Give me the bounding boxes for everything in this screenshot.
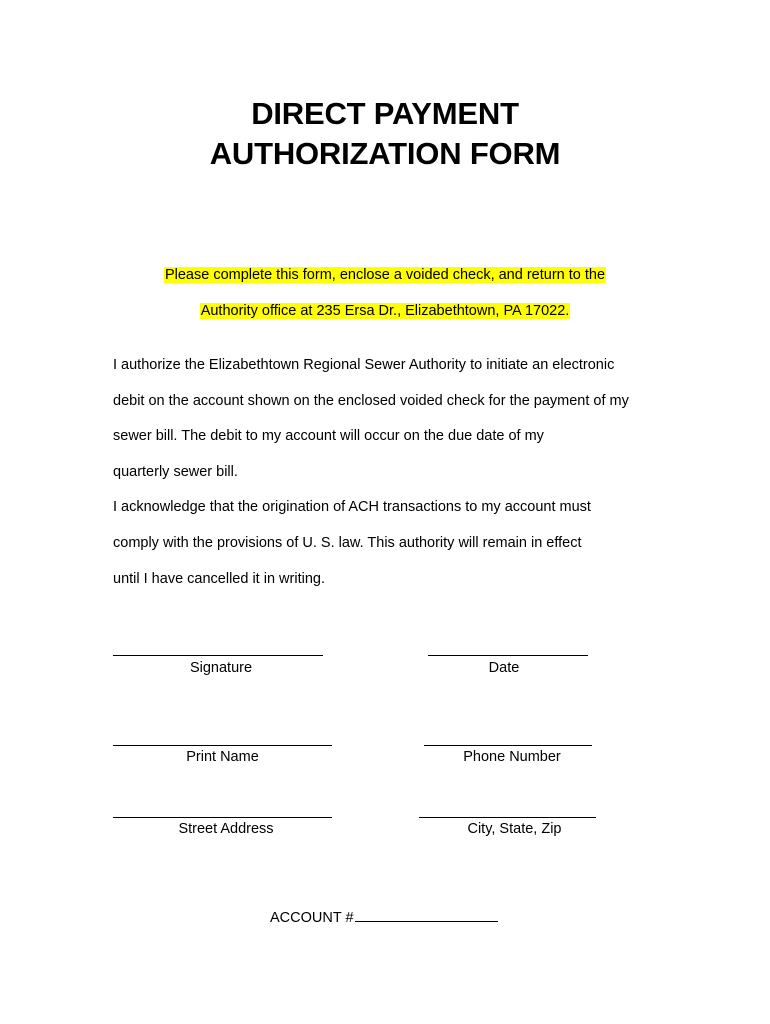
instructions-line-1 (0, 265, 770, 285)
signature-line[interactable] (113, 655, 323, 656)
form-title-line-2: AUTHORIZATION FORM (209, 136, 561, 171)
acknowledgement-line-3: until I have cancelled it in writing. (113, 571, 325, 587)
date-line[interactable] (428, 655, 588, 656)
city-state-zip-line[interactable] (419, 817, 596, 818)
account-field (270, 907, 498, 928)
instructions-text-2: Authority office at 235 Ersa Dr., Elizabethtown, PA 17022. (200, 303, 570, 319)
acknowledgement-line-2: comply with the provisions of U. S. law. This authority will remain in effect (113, 535, 582, 551)
city-state-zip-label: City, State, Zip (467, 821, 562, 837)
phone-number-line[interactable] (424, 745, 592, 746)
account-number-line[interactable] (355, 907, 498, 922)
account-label: ACCOUNT # (270, 910, 354, 926)
date-label: Date (488, 660, 520, 676)
street-address-label: Street Address (178, 821, 274, 837)
phone-number-label: Phone Number (463, 749, 561, 765)
print-name-line[interactable] (113, 745, 332, 746)
acknowledgement-line-1: I acknowledge that the origination of ACH transactions to my account must (113, 499, 591, 515)
street-address-line[interactable] (113, 817, 332, 818)
signature-label: Signature (189, 660, 253, 676)
authorization-line-4: quarterly sewer bill. (113, 464, 238, 480)
authorization-line-3: sewer bill. The debit to my account will occur on the due date of my (113, 428, 544, 444)
instructions-line-2 (0, 301, 770, 321)
authorization-line-2: debit on the account shown on the enclosed voided check for the payment of my (113, 393, 629, 409)
instructions-text-1: Please complete this form, enclose a voided check, and return to the (164, 267, 606, 283)
authorization-line-1: I authorize the Elizabethtown Regional Sewer Authority to initiate an electronic (113, 357, 615, 373)
print-name-label: Print Name (186, 749, 259, 765)
form-title-line-1: DIRECT PAYMENT (251, 96, 519, 131)
